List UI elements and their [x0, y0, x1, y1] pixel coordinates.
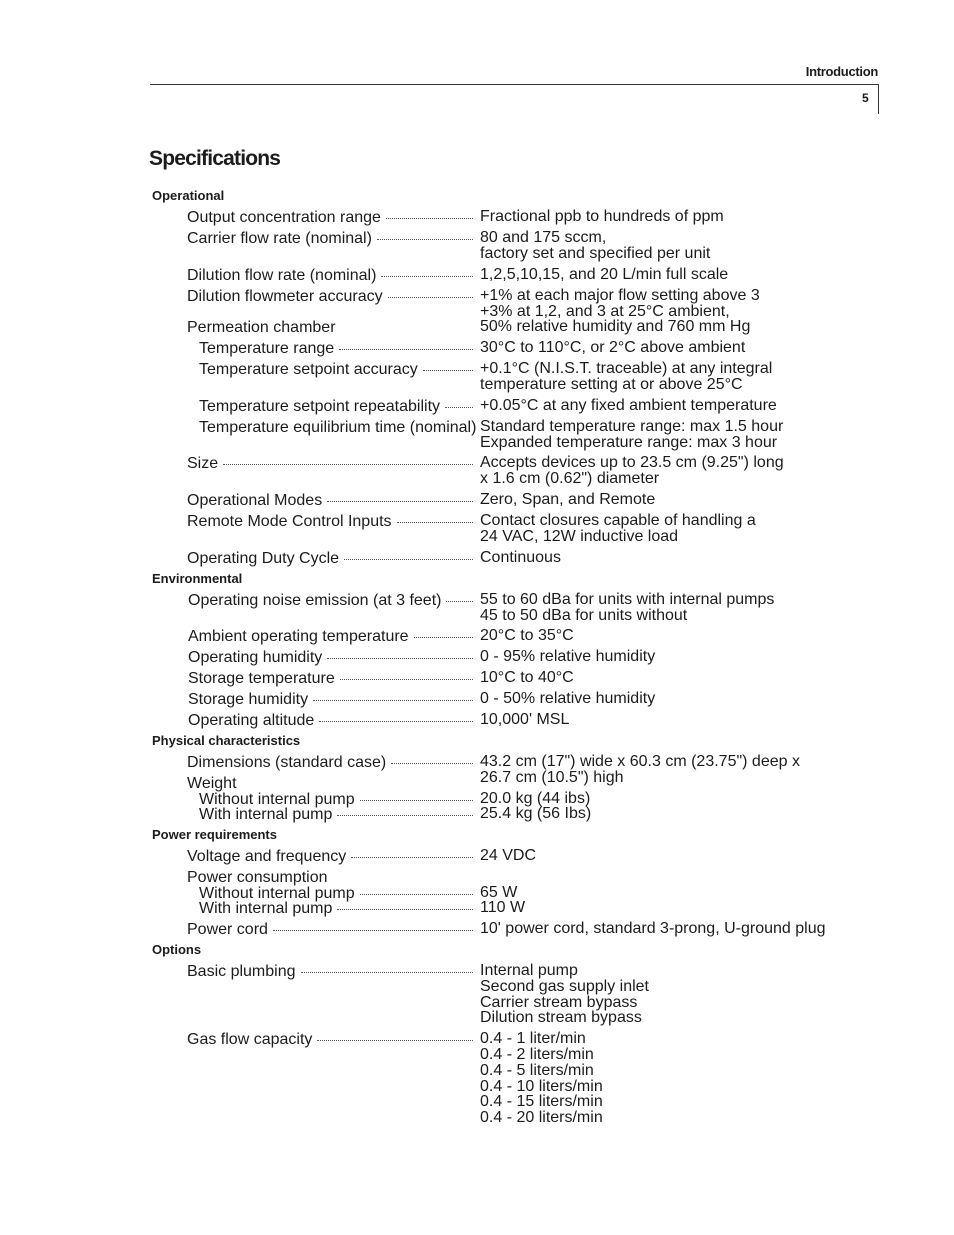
spec-value: 110 W — [480, 899, 526, 916]
spec-value: 55 to 60 dBa for units with internal pumps — [480, 591, 775, 608]
dot-leader — [339, 349, 473, 350]
spec-value: 0.4 - 20 liters/min — [480, 1109, 603, 1126]
dot-leader — [388, 297, 473, 298]
section-heading-physical: Physical characteristics — [152, 733, 301, 748]
spec-power-consumption-label: Power consumption — [187, 869, 328, 886]
dot-leader — [223, 464, 473, 465]
page-number: 5 — [862, 91, 869, 105]
dot-leader — [337, 815, 473, 816]
section-heading-power: Power requirements — [152, 827, 277, 842]
section-heading-environmental: Environmental — [152, 571, 243, 586]
spec-value: 24 VDC — [480, 847, 537, 864]
spec-value: +0.05°C at any fixed ambient temperature — [480, 397, 777, 414]
spec-value: +1% at each major flow setting above 3 — [480, 287, 760, 304]
dot-leader — [423, 370, 473, 371]
spec-label: Gas flow capacity — [187, 1031, 313, 1048]
spec-label: Ambient operating temperature — [188, 628, 409, 645]
dot-leader — [319, 721, 473, 722]
spec-value: Accepts devices up to 23.5 cm (9.25") long — [480, 454, 784, 471]
dot-leader — [273, 930, 473, 931]
section-heading-options: Options — [152, 942, 202, 957]
spec-label: Power cord — [187, 921, 268, 938]
dot-leader — [313, 700, 473, 701]
spec-value: Carrier stream bypass — [480, 994, 638, 1011]
dot-leader — [414, 637, 473, 638]
spec-value: Second gas supply inlet — [480, 978, 649, 995]
spec-label: Operational Modes — [187, 492, 323, 509]
spec-value: 0.4 - 5 liters/min — [480, 1062, 594, 1079]
spec-value: 20°C to 35°C — [480, 627, 574, 644]
page-title: Specifications — [149, 147, 281, 170]
spec-label: Output concentration range — [187, 209, 381, 226]
spec-value: Contact closures capable of handling a — [480, 512, 756, 529]
spec-value: Expanded temperature range: max 3 hour — [480, 434, 778, 451]
dot-leader — [327, 658, 473, 659]
spec-label: Voltage and frequency — [187, 848, 347, 865]
spec-value: Zero, Span, and Remote — [480, 491, 656, 508]
spec-label: Dimensions (standard case) — [187, 754, 387, 771]
spec-label: Storage temperature — [188, 670, 335, 687]
spec-value: 0.4 - 15 liters/min — [480, 1093, 603, 1110]
spec-label: With internal pump — [199, 900, 333, 917]
spec-value: Standard temperature range: max 1.5 hour — [480, 418, 784, 435]
spec-value: 1,2,5,10,15, and 20 L/min full scale — [480, 266, 729, 283]
spec-label: Operating Duty Cycle — [187, 550, 340, 567]
spec-value: Continuous — [480, 549, 561, 566]
spec-value: temperature setting at or above 25°C — [480, 376, 743, 393]
dot-leader — [344, 559, 473, 560]
spec-label: Operating altitude — [188, 712, 315, 729]
spec-value: +3% at 1,2, and 3 at 25°C ambient, — [480, 303, 730, 320]
spec-label: Operating noise emission (at 3 feet) — [188, 592, 442, 609]
spec-value: 0 - 50% relative humidity — [480, 690, 656, 707]
running-header-section: Introduction — [805, 64, 878, 79]
spec-value: Dilution stream bypass — [480, 1009, 642, 1026]
dot-leader — [397, 522, 473, 523]
spec-value: 10,000' MSL — [480, 711, 570, 728]
spec-value: +0.1°C (N.I.S.T. traceable) at any integral — [480, 360, 773, 377]
dot-leader — [445, 407, 473, 408]
spec-value: 45 to 50 dBa for units without — [480, 607, 688, 624]
spec-value: 26.7 cm (10.5") high — [480, 769, 624, 786]
spec-value: 0.4 - 10 liters/min — [480, 1078, 603, 1095]
spec-label: Size — [187, 455, 219, 472]
dot-leader — [360, 800, 473, 801]
dot-leader — [381, 276, 473, 277]
dot-leader — [337, 909, 473, 910]
spec-value: 0 - 95% relative humidity — [480, 648, 656, 665]
spec-label: Storage humidity — [188, 691, 309, 708]
dot-leader — [391, 763, 473, 764]
spec-weight-label: Weight — [187, 775, 237, 792]
spec-value: 10°C to 40°C — [480, 669, 574, 686]
spec-label: Temperature setpoint repeatability — [199, 398, 441, 415]
spec-value: Internal pump — [480, 962, 578, 979]
spec-label: Without internal pump — [199, 791, 355, 808]
spec-label: Temperature setpoint accuracy — [199, 361, 418, 378]
spec-label: Permeation chamber — [187, 319, 336, 336]
dot-leader — [327, 501, 473, 502]
dot-leader — [360, 894, 473, 895]
spec-value: factory set and specified per unit — [480, 245, 711, 262]
spec-label: Basic plumbing — [187, 963, 296, 980]
spec-value: 24 VAC, 12W inductive load — [480, 528, 679, 545]
header-rule — [150, 84, 879, 85]
spec-value: 50% relative humidity and 760 mm Hg — [480, 318, 751, 335]
spec-label: Remote Mode Control Inputs — [187, 513, 392, 530]
spec-label: Without internal pump — [199, 885, 355, 902]
dot-leader — [446, 601, 473, 602]
dot-leader — [317, 1040, 473, 1041]
section-heading-operational: Operational — [152, 188, 225, 203]
dot-leader — [340, 679, 473, 680]
spec-label: Temperature range — [199, 340, 335, 357]
spec-value: 10' power cord, standard 3-prong, U-ground plug — [480, 920, 826, 937]
spec-label: With internal pump — [199, 806, 333, 823]
spec-value: 25.4 kg (56 Ibs) — [480, 805, 592, 822]
spec-value: 20.0 kg (44 ibs) — [480, 790, 591, 807]
dot-leader — [377, 239, 473, 240]
spec-value: 65 W — [480, 884, 518, 901]
spec-label: Temperature equilibrium time (nominal) — [199, 419, 477, 436]
dot-leader — [386, 218, 473, 219]
page-number-rule — [878, 84, 879, 114]
spec-value: 43.2 cm (17") wide x 60.3 cm (23.75") deep x — [480, 753, 800, 770]
spec-value: 30°C to 110°C, or 2°C above ambient — [480, 339, 746, 356]
spec-label: Dilution flow rate (nominal) — [187, 267, 377, 284]
spec-label: Operating humidity — [188, 649, 323, 666]
spec-value: x 1.6 cm (0.62") diameter — [480, 470, 660, 487]
spec-label: Dilution flowmeter accuracy — [187, 288, 383, 305]
spec-value: 80 and 175 sccm, — [480, 229, 607, 246]
dot-leader — [301, 972, 474, 973]
spec-value: Fractional ppb to hundreds of ppm — [480, 208, 724, 225]
spec-value: 0.4 - 1 liter/min — [480, 1030, 586, 1047]
spec-label: Carrier flow rate (nominal) — [187, 230, 372, 247]
spec-value: 0.4 - 2 liters/min — [480, 1046, 594, 1063]
dot-leader — [351, 857, 473, 858]
